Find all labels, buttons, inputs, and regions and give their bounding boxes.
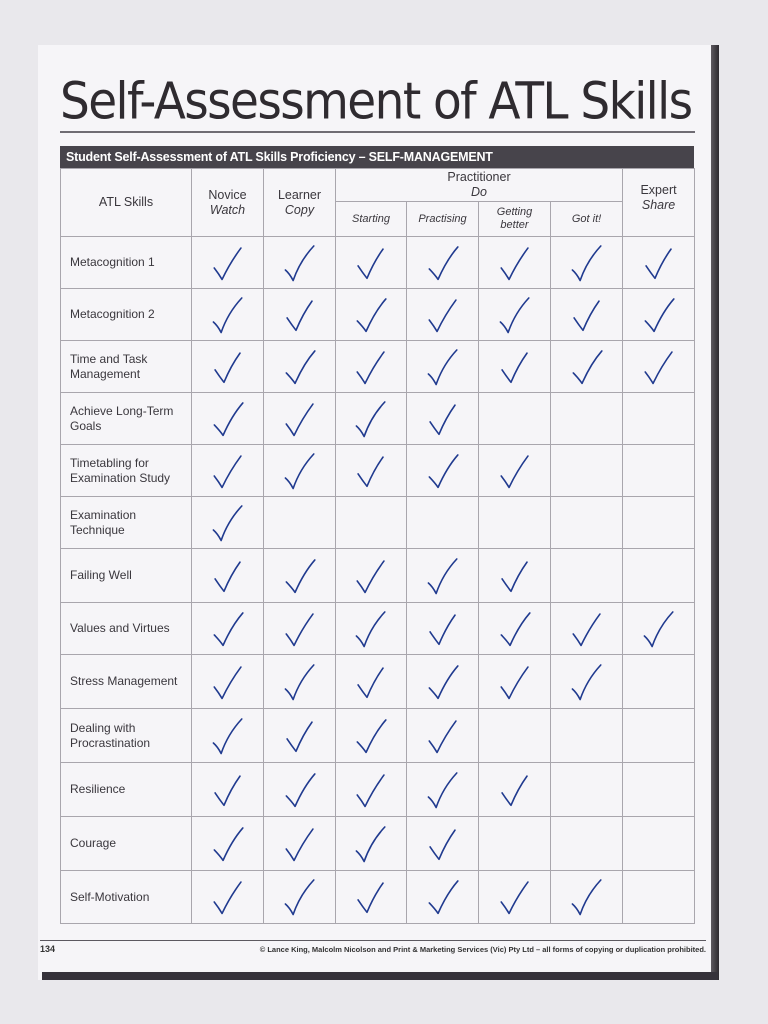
assessment-cell — [336, 393, 407, 445]
check-mark-icon — [350, 714, 393, 759]
assessment-cell — [264, 549, 336, 603]
check-mark-icon — [421, 714, 464, 759]
check-mark-icon — [493, 876, 536, 921]
check-mark-icon — [493, 768, 536, 813]
assessment-cell — [407, 763, 479, 817]
check-mark-icon — [565, 293, 608, 338]
assessment-cell — [551, 497, 623, 549]
copyright-notice: © Lance King, Malcolm Nicolson and Print & Marketing Services (Vic) Pty Ltd – all forms of copying or duplication prohibited. — [259, 945, 706, 954]
check-mark-icon — [350, 607, 393, 652]
check-mark-icon — [493, 607, 536, 652]
check-mark-icon — [278, 293, 321, 338]
check-mark-icon — [206, 768, 249, 813]
assessment-cell — [264, 445, 336, 497]
skill-label: Examination Technique — [61, 497, 192, 549]
assessment-cell — [336, 445, 407, 497]
assessment-cell — [192, 393, 264, 445]
banner-text: Student Self-Assessment of ATL Skills Proficiency – — [66, 150, 369, 164]
table-row — [61, 341, 695, 393]
assessment-cell — [479, 341, 551, 393]
check-mark-icon — [350, 345, 393, 390]
assessment-cell — [479, 655, 551, 709]
assessment-cell — [192, 603, 264, 655]
assessment-cell — [336, 871, 407, 924]
table-row — [61, 709, 695, 763]
skill-label: Failing Well — [61, 549, 192, 603]
assessment-cell — [479, 603, 551, 655]
assessment-cell — [551, 709, 623, 763]
check-mark-icon — [206, 876, 249, 921]
check-mark-icon — [421, 345, 464, 390]
assessment-cell — [336, 549, 407, 603]
assessment-cell — [551, 871, 623, 924]
assessment-cell — [192, 445, 264, 497]
check-mark-icon — [278, 660, 321, 705]
assessment-cell — [192, 709, 264, 763]
check-mark-icon — [350, 397, 393, 442]
check-mark-icon — [206, 554, 249, 599]
skill-label: Metacognition 1 — [61, 237, 192, 289]
assessment-cell — [192, 655, 264, 709]
assessment-cell — [551, 289, 623, 341]
header-expert: Expert Share — [623, 169, 695, 237]
table-banner — [60, 146, 694, 168]
table-row — [61, 497, 695, 549]
banner-emphasis: SELF-MANAGEMENT — [368, 150, 493, 164]
assessment-cell — [479, 497, 551, 549]
assessment-cell — [479, 709, 551, 763]
assessment-cell — [336, 341, 407, 393]
assessment-cell — [479, 871, 551, 924]
skill-label: Resilience — [61, 763, 192, 817]
assessment-cell — [264, 709, 336, 763]
skill-label: Time and Task Management — [61, 341, 192, 393]
check-mark-icon — [565, 660, 608, 705]
assessment-cell — [407, 817, 479, 871]
check-mark-icon — [206, 822, 249, 867]
assessment-cell — [336, 763, 407, 817]
check-mark-icon — [637, 345, 680, 390]
check-mark-icon — [278, 554, 321, 599]
check-mark-icon — [421, 607, 464, 652]
title-divider — [60, 131, 695, 133]
assessment-cell — [264, 763, 336, 817]
assessment-cell — [264, 393, 336, 445]
assessment-cell — [623, 341, 695, 393]
check-mark-icon — [350, 768, 393, 813]
check-mark-icon — [206, 241, 249, 286]
check-mark-icon — [493, 293, 536, 338]
check-mark-icon — [637, 607, 680, 652]
check-mark-icon — [637, 241, 680, 286]
assessment-cell — [407, 237, 479, 289]
assessment-cell — [407, 655, 479, 709]
header-novice: Novice Watch — [192, 169, 264, 237]
check-mark-icon — [350, 241, 393, 286]
check-mark-icon — [421, 660, 464, 705]
check-mark-icon — [350, 449, 393, 494]
check-mark-icon — [565, 607, 608, 652]
table-row — [61, 289, 695, 341]
assessment-cell — [551, 763, 623, 817]
skill-label: Timetabling for Examination Study — [61, 445, 192, 497]
check-mark-icon — [278, 607, 321, 652]
assessment-cell — [407, 549, 479, 603]
assessment-cell — [551, 603, 623, 655]
assessment-cell — [192, 497, 264, 549]
assessment-cell — [479, 549, 551, 603]
page-bottom-edge — [42, 972, 718, 980]
check-mark-icon — [350, 293, 393, 338]
check-mark-icon — [206, 397, 249, 442]
header-learner: Learner Copy — [264, 169, 336, 237]
table-row — [61, 817, 695, 871]
check-mark-icon — [493, 449, 536, 494]
assessment-cell — [551, 549, 623, 603]
atl-skills-table — [60, 168, 695, 924]
check-mark-icon — [206, 345, 249, 390]
check-mark-icon — [278, 714, 321, 759]
assessment-cell — [623, 497, 695, 549]
header-got-it: Got it! — [551, 202, 623, 237]
table-row — [61, 549, 695, 603]
header-practising: Practising — [407, 202, 479, 237]
check-mark-icon — [493, 241, 536, 286]
assessment-cell — [264, 817, 336, 871]
skill-label: Courage — [61, 817, 192, 871]
table-row — [61, 445, 695, 497]
check-mark-icon — [493, 345, 536, 390]
check-mark-icon — [278, 768, 321, 813]
assessment-cell — [407, 709, 479, 763]
assessment-cell — [264, 237, 336, 289]
check-mark-icon — [421, 397, 464, 442]
page-number: 134 — [40, 944, 56, 954]
assessment-cell — [407, 871, 479, 924]
assessment-cell — [623, 393, 695, 445]
assessment-cell — [623, 871, 695, 924]
check-mark-icon — [278, 397, 321, 442]
assessment-cell — [264, 655, 336, 709]
check-mark-icon — [350, 876, 393, 921]
check-mark-icon — [350, 822, 393, 867]
assessment-cell — [192, 763, 264, 817]
assessment-cell — [264, 497, 336, 549]
check-mark-icon — [421, 822, 464, 867]
assessment-cell — [551, 237, 623, 289]
check-mark-icon — [278, 876, 321, 921]
assessment-cell — [479, 237, 551, 289]
header-getting-better: Getting better — [479, 202, 551, 237]
assessment-cell — [623, 817, 695, 871]
assessment-cell — [407, 341, 479, 393]
check-mark-icon — [206, 607, 249, 652]
check-mark-icon — [565, 876, 608, 921]
check-mark-icon — [350, 554, 393, 599]
assessment-cell — [551, 445, 623, 497]
assessment-cell — [551, 655, 623, 709]
assessment-cell — [264, 871, 336, 924]
table-row — [61, 763, 695, 817]
table-row — [61, 871, 695, 924]
skill-label: Achieve Long-Term Goals — [61, 393, 192, 445]
check-mark-icon — [421, 876, 464, 921]
assessment-cell — [479, 289, 551, 341]
assessment-cell — [264, 289, 336, 341]
assessment-cell — [336, 709, 407, 763]
skill-label: Values and Virtues — [61, 603, 192, 655]
assessment-cell — [192, 817, 264, 871]
check-mark-icon — [565, 345, 608, 390]
check-mark-icon — [421, 449, 464, 494]
assessment-cell — [192, 549, 264, 603]
assessment-cell — [264, 341, 336, 393]
page-edge-shadow — [711, 45, 719, 980]
assessment-cell — [407, 393, 479, 445]
check-mark-icon — [278, 449, 321, 494]
table-row — [61, 237, 695, 289]
assessment-cell — [192, 341, 264, 393]
check-mark-icon — [278, 345, 321, 390]
check-mark-icon — [278, 241, 321, 286]
assessment-cell — [623, 549, 695, 603]
check-mark-icon — [421, 554, 464, 599]
assessment-cell — [551, 393, 623, 445]
check-mark-icon — [493, 554, 536, 599]
assessment-cell — [192, 871, 264, 924]
assessment-cell — [336, 289, 407, 341]
check-mark-icon — [493, 660, 536, 705]
skill-label: Self-Motivation — [61, 871, 192, 924]
assessment-cell — [623, 763, 695, 817]
check-mark-icon — [278, 822, 321, 867]
check-mark-icon — [421, 768, 464, 813]
assessment-cell — [479, 763, 551, 817]
assessment-cell — [623, 237, 695, 289]
check-mark-icon — [421, 293, 464, 338]
assessment-cell — [192, 289, 264, 341]
assessment-cell — [264, 603, 336, 655]
assessment-cell — [407, 497, 479, 549]
assessment-cell — [623, 655, 695, 709]
table-row — [61, 655, 695, 709]
check-mark-icon — [637, 293, 680, 338]
assessment-cell — [407, 289, 479, 341]
assessment-cell — [336, 817, 407, 871]
check-mark-icon — [565, 241, 608, 286]
header-starting: Starting — [336, 202, 407, 237]
assessment-cell — [407, 445, 479, 497]
check-mark-icon — [206, 449, 249, 494]
assessment-cell — [479, 393, 551, 445]
assessment-cell — [336, 655, 407, 709]
check-mark-icon — [206, 660, 249, 705]
assessment-cell — [336, 497, 407, 549]
assessment-cell — [623, 709, 695, 763]
assessment-cell — [623, 603, 695, 655]
assessment-cell — [623, 445, 695, 497]
check-mark-icon — [206, 293, 249, 338]
assessment-cell — [551, 341, 623, 393]
assessment-cell — [336, 237, 407, 289]
check-mark-icon — [206, 714, 249, 759]
assessment-cell — [192, 237, 264, 289]
skills-rows — [61, 237, 695, 924]
page-title: Self-Assessment of ATL Skills — [60, 72, 692, 132]
check-mark-icon — [421, 241, 464, 286]
skill-label: Stress Management — [61, 655, 192, 709]
check-mark-icon — [350, 660, 393, 705]
table-row — [61, 393, 695, 445]
header-practitioner: Practitioner Do — [336, 169, 623, 202]
assessment-cell — [336, 603, 407, 655]
skill-label: Metacognition 2 — [61, 289, 192, 341]
assessment-cell — [479, 817, 551, 871]
header-atl-skills: ATL Skills — [61, 169, 192, 237]
assessment-cell — [623, 289, 695, 341]
skill-label: Dealing with Procrastination — [61, 709, 192, 763]
assessment-cell — [551, 817, 623, 871]
check-mark-icon — [206, 501, 249, 546]
table-row — [61, 603, 695, 655]
assessment-cell — [407, 603, 479, 655]
footer-divider — [40, 940, 706, 941]
assessment-cell — [479, 445, 551, 497]
